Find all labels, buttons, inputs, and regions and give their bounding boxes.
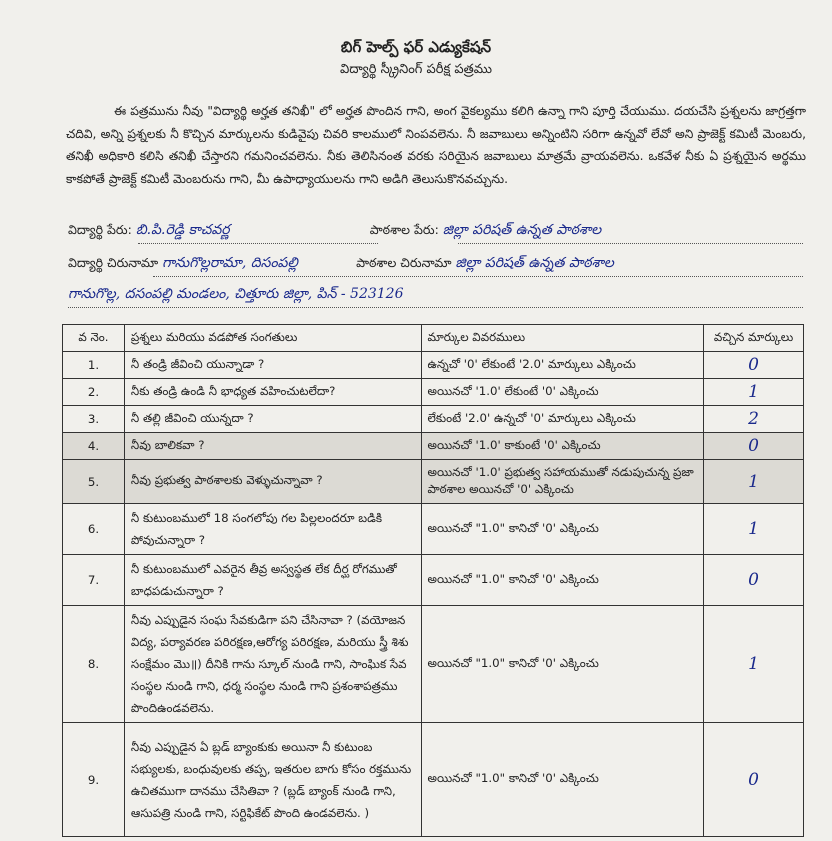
row-mark: 0 [704,352,804,379]
table-row [63,723,804,837]
row-question: నీవు ప్రభుత్వ పాఠశాలకు వెళ్ళుచున్నావా ? [124,460,421,504]
row-number: 8. [63,606,125,723]
name-row: విద్యార్థి పేరు: బి.పి.రెడ్డి కాచవర్ణ పాఠశాల పేరు: జిల్లా పరిషత్ ఉన్నత పాఠశాల [68,222,601,246]
school-address-value: జిల్లా పరిషత్ ఉన్నత పాఠశాల [455,255,614,271]
row-criteria: లేకుంటే '2.0' ఉన్నచో '0' మార్కులు ఎక్కించు [421,406,704,433]
row-number: 3. [63,406,125,433]
table-row [63,606,804,723]
student-name-value: బి.పి.రెడ్డి కాచవర్ణ [135,222,230,238]
row-criteria: అయినచో '1.0' కాకుంటే '0' ఎక్కించు [421,433,704,460]
row-mark: 0 [704,555,804,606]
header-serial: వ నెం. [63,325,125,352]
table-row [63,504,804,555]
row-number: 5. [63,460,125,504]
row-question: నీ కుటుంబములో ఎవరైన తీవ్ర అస్వస్థత లేక దీర్ఘ రోగముతో బాధపడుచున్నారా ? [124,555,421,606]
dotted-line [458,242,803,244]
dotted-line [68,306,803,308]
row-criteria: ఉన్నచో '0' లేకుంటే '2.0' మార్కులు ఎక్కించు [421,352,704,379]
row-question: నీ తండ్రి జీవించి యున్నాడా ? [124,352,421,379]
student-name-label: విద్యార్థి పేరు [68,222,128,237]
row-mark: 1 [704,606,804,723]
row-mark: 2 [704,406,804,433]
row-criteria: అయినచో "1.0" కానిచో '0' ఎక్కించు [421,606,704,723]
row-criteria: అయినచో "1.0" కానిచో '0' ఎక్కించు [421,555,704,606]
dotted-line [138,242,378,244]
row-number: 9. [63,723,125,837]
student-address-label: విద్యార్థి చిరునామా [68,255,159,270]
table-row [63,352,804,379]
page-title: బిగ్ హెల్ప్ ఫర్ ఎడ్యుకేషన్ [340,38,492,56]
row-question: నీవు ఎప్పుడైన ఏ బ్లడ్ బ్యాంకుకు అయినా నీ కుటుంబ సభ్యులకు, బంధువులకు తప్ప, ఇతరుల బాగు కోసం రక్తమును ఉచితముగా దానము చేసితివా ? (బ్లడ్ బ్యాంక్ నుండి గాని, ఆసుపత్రి నుండి గాని, సర్టిఫికేట్ పొంది ఉండవలెను. ) [124,723,421,837]
row-number: 4. [63,433,125,460]
page-subtitle: విద్యార్థి స్క్రీనింగ్ పరీక్ష పత్రము [340,62,492,77]
instructions-text: ఈ పత్రమును నీవు "విద్యార్థి అర్హత తనిఖీ" లో అర్హత పొందిన గాని, అంగ వైకల్యము కలిగి ఉన్నా గాని పూర్తి చేయుము. దయచేసి ప్రశ్నలను జాగ్రత్తగా చదివి, అన్ని ప్రశ్నలకు నీ కొచ్చిన మార్కులను కుడివైపు చివరి కాలములో నింపవలెను. నీ జవాబులు అన్నింటిని సరిగా ఉన్నవో లేవో అని ప్రాజెక్ట్ కమిటీ మెంబరు, తనిఖీ అధికారి కలిసి తనిఖీ చేస్తారని గమనించవలెను. నీకు తెలిసినంత వరకు సరియైన జవాబులు మాత్రమే వ్రాయవలెను. ఒకవేళ నీకు ఏ ప్రశ్నయైన అర్థము కాకపోతే ప్రాజెక్ట్ కమిటీ మెంబరును గాని, మీ ఉపాధ్యాయులను గాని అడిగి తెలుసుకొనవచ్చును. [66,104,806,186]
row-criteria: అయినచో '1.0' ప్రభుత్వ సహాయముతో నడుపుచున్న ప్రజా పాఠశాల అయినచో '0' ఎక్కించు [421,460,704,504]
student-address-value: గానుగొల్లరామా, దిసంపల్లి [162,255,298,271]
table-row [63,555,804,606]
header-marks: వచ్చిన మార్కులు [704,325,804,352]
row-question: నీ తల్లి జీవించి యున్నదా ? [124,406,421,433]
table-header [63,325,804,352]
table-row [63,460,804,504]
row-number: 6. [63,504,125,555]
school-name-value: జిల్లా పరిషత్ ఉన్నత పాఠశాల [442,222,602,238]
instructions [66,100,806,190]
school-name-label: పాఠశాల పేరు [369,222,435,237]
row-mark: 1 [704,504,804,555]
screening-table [62,324,804,837]
row-number: 7. [63,555,125,606]
row-question: నీవు ఎప్పుడైన సంఘ సేవకుడిగా పని చేసినావా ? (వయోజన విద్య, పర్యావరణ పరిరక్షణ,ఆరోగ్య పరిరక్షణ, మరియు స్త్రీ శిశు సంక్షేమం మొ॥) దీనికి గాను స్కూల్ నుండి గాని, సాంఘిక సేవ సంస్థల నుండి గాని, ధర్మ సంస్థల నుండి గాని ప్రశంశాపత్రము పొందిఉండవలెను. [124,606,421,723]
table-row [63,406,804,433]
row-number: 2. [63,379,125,406]
school-address-label: పాఠశాల చిరునామా [356,255,452,270]
row-mark: 1 [704,460,804,504]
row-criteria: అయినచో '1.0' లేకుంటే '0' ఎక్కించు [421,379,704,406]
table-row [63,379,804,406]
table-row [63,433,804,460]
row-mark: 1 [704,379,804,406]
row-criteria: అయినచో "1.0" కానిచో '0' ఎక్కించు [421,504,704,555]
row-question: నీవు బాలికవా ? [124,433,421,460]
header-criteria: మార్కుల వివరములు [421,325,704,352]
dotted-line [153,275,803,277]
row-number: 1. [63,352,125,379]
row-question: నీకు తండ్రి ఉండి నీ భాధ్యత వహించుటలేదా? [124,379,421,406]
header-question: ప్రశ్నలు మరియు వడపోత సంగతులు [124,325,421,352]
row-mark: 0 [704,433,804,460]
row-criteria: అయినచో "1.0" కానిచో '0' ఎక్కించు [421,723,704,837]
row-mark: 0 [704,723,804,837]
address-line2-value: గానుగొల్ల, దసంపల్లి మండలం, చిత్తూరు జిల్లా, పిన్ - 523126 [68,286,404,302]
row-question: నీ కుటుంబములో 18 సంగలోపు గల పిల్లలందరూ బడికి పోవుచున్నారా ? [124,504,421,555]
